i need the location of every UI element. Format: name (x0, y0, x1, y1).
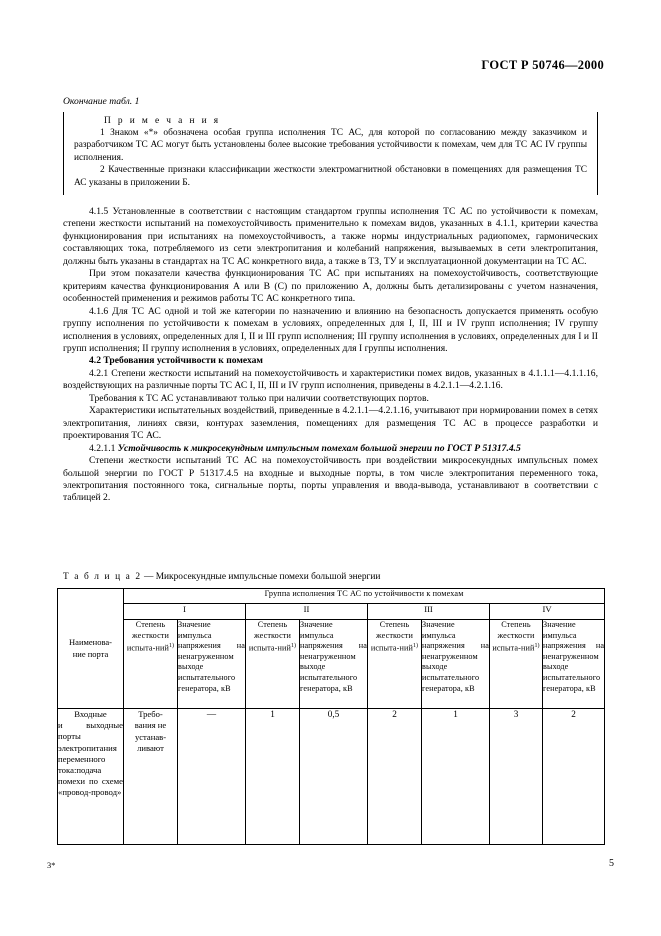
body-text (63, 206, 598, 505)
table2 (57, 588, 605, 845)
severity-label: Степень жесткости испыта- (492, 620, 535, 653)
table2-caption (63, 572, 380, 582)
table2-row0-val2: 1 (246, 709, 300, 845)
table2-row0-val7: 2 (543, 709, 605, 845)
table2-value-header-i: Значение импульса напряжения на ненагруженном выходе испытательного генератора, кВ (178, 620, 246, 709)
table-row (58, 709, 605, 845)
table2-group-iv: IV (490, 604, 605, 620)
table2-row0-port (58, 709, 124, 845)
severity-label-tail: ний (399, 643, 413, 653)
paragraph-4-1-5: 4.1.5 Установленные в соответствии с настоящим стандартом группы исполнения ТС АС по устойчивости к помехам, степени жесткости испытаний на помехоустойчивость применительно к помехам видов, указанных в 4.1.1, критерии качества функционирования при испытаниях на помехоустойчивость, а также нормы индустриальных радиопомех, гармонических составляющих тока, потребляемого из сети электропитания и колебаний напряжения, вызываемых в сети электропитания, должны быть указаны в стандартах на ТС АС конкретного вида, а также в ТЗ, ТУ и эксплуатационной документации на ТС АС. (63, 206, 598, 267)
table2-severity-header-i (124, 620, 178, 709)
table2-row0-val6: 3 (490, 709, 543, 845)
heading-4-2-1-1 (63, 443, 598, 455)
severity-label: Степень жесткости испыта- (126, 620, 169, 653)
table2-severity-header-ii (246, 620, 300, 709)
table2-group-ii: II (246, 604, 368, 620)
table2-value-header-iii: Значение импульса напряжения на ненагруженном выходе испытательного генератора, кВ (422, 620, 490, 709)
heading-4-2: 4.2 Требования устойчивости к помехам (89, 355, 263, 367)
table2-caption-prefix: Т а б л и ц а 2 (63, 572, 142, 582)
paragraph-pri-etom: При этом показатели качества функционирования ТС АС при испытаниях на помехоустойчивость, соответствующие критериям качества функционирования А или В (С) по приложению А, должны быть детализированы с учетом назначения, особенностей применения и режимов работы ТС АС конкретного типа. (63, 268, 598, 305)
note-item: 1 Знаком «*» обозначена особая группа исполнения ТС АС, для которой по согласованию между заказчиком и разработчиком ТС АС могут быть установлены более высокие требования устойчивости к помехам, чем для ТС АС IV группы исполнения. (74, 128, 587, 163)
requirement-not-set-text: Требо- вания не устанав- ливают (134, 709, 167, 754)
page-number: 5 (609, 858, 614, 869)
port-name-line1: Входные (74, 709, 107, 719)
table2-severity-header-iv (490, 620, 543, 709)
paragraph-stepeni: Степени жесткости испытаний ТС АС на помехоустойчивость при воздействии микросекундных импульсных помех большой энергии по ГОСТ Р 51317.4.5 на входные и выходные порты, в том числе электропитания переменного тока, электропитания постоянного тока, сигнальные порты, порты управления и ввода-вывода, устанавливают в соответствии с таблицей 2. (63, 455, 598, 504)
table2-row0-val0 (124, 709, 178, 845)
table2-group-iii: III (368, 604, 490, 620)
table2-row0-val5: 1 (422, 709, 490, 845)
page-title: ГОСТ Р 50746—2000 (481, 58, 604, 72)
table2-group-i: I (124, 604, 246, 620)
severity-label-tail: ний (277, 643, 291, 653)
paragraph-4-2-1: 4.2.1 Степени жесткости испытаний на помехоустойчивость и характеристики помех видов, указанных в 4.1.1.1—4.1.1.16, воздействующих на различные порты ТС АС I, II, III и IV групп исполнения, приведены в 4.2.1.1—4.2.1.16. (63, 367, 598, 392)
table-continuation-label: Окончание табл. 1 (63, 96, 140, 107)
notes-title: П р и м е ч а н и я (104, 116, 221, 126)
severity-footnote-marker: 1) (168, 643, 175, 650)
paragraph-trebovaniya: Требования к ТС АС устанавливают только при наличии соответствующих портов. (89, 392, 429, 404)
severity-footnote-marker: 1) (534, 643, 540, 650)
table2-value-header-iv: Значение импульса напряжения на ненагруженном выходе испытательного генератора, кВ (543, 620, 605, 709)
table2-port-column-header: Наименова- ние порта (58, 589, 124, 709)
table-row-roman-numerals (58, 604, 605, 620)
severity-footnote-marker: 1) (290, 643, 297, 650)
severity-label: Степень жесткости испыта- (248, 620, 291, 653)
severity-label-tail: ний (155, 643, 169, 653)
table2-row0-val4: 2 (368, 709, 422, 845)
table2-group-header: Группа исполнения ТС АС по устойчивости к помехам (124, 589, 605, 604)
table-row-group-header (58, 589, 605, 604)
table2-row0-val3: 0,5 (300, 709, 368, 845)
severity-label-tail: ний (520, 643, 535, 653)
footer-signature-mark: 3* (47, 861, 56, 870)
table2-value-header-ii: Значение импульса напряжения на ненагруженном выходе испытательного генератора, кВ (300, 620, 368, 709)
port-name-rest: и выходные порты электропитания переменного тока: (58, 720, 123, 776)
heading-4-2-1-1-number: 4.2.1.1 (89, 442, 118, 454)
table2-caption-text: — Микросекундные импульсные помехи большой энергии (141, 572, 381, 582)
table2-row0-val1: — (178, 709, 246, 845)
notes-box (63, 112, 598, 195)
severity-footnote-marker: 1) (412, 643, 419, 650)
paragraph-harakteristiki: Характеристики испытательных воздействий, приведенные в 4.2.1.1—4.2.1.16, учитывают при нормировании помех в сетях электропитания, линиях связи, контурах заземления, помещениях для размещения ТС АС в процессе разработки и проектирования ТС АС. (63, 405, 598, 442)
note-item: 2 Качественные признаки классификации жесткости электромагнитной обстановки в помещениях для размещения ТС АС указаны в приложении Б. (74, 165, 587, 188)
port-name-indent: подача помехи по схеме «провод-провод» (58, 765, 123, 798)
table-row-subheaders (58, 620, 605, 709)
paragraph-4-1-6: 4.1.6 Для ТС АС одной и той же категории по назначению и влиянию на безопасность допускается применять особую группу исполнения по устойчивости к помехам в условиях, определенных для I, II, III и IV групп исполнения; IV группу исполнения в условиях, определенных для I, II и III групп исполнения; III группу исполнения в условиях, определенных для I и II групп исполнения; II группу исполнения в условиях, определенных для I группы исполнения. (63, 305, 598, 354)
heading-4-2-1-1-title: Устойчивость к микросекундным импульсным помехам большой энергии по ГОСТ Р 51317.4.5 (117, 442, 521, 454)
table2-severity-header-iii (368, 620, 422, 709)
severity-label: Степень жесткости испыта- (370, 620, 413, 653)
